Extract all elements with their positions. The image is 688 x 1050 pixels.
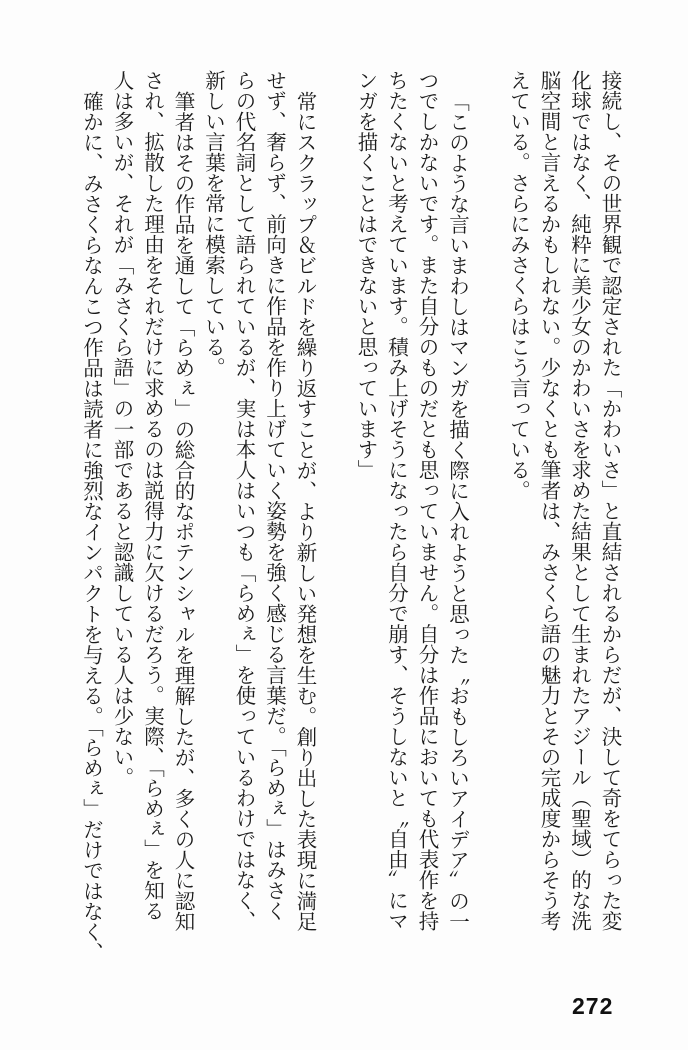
page-number: 272 — [572, 993, 614, 1019]
text-line: 化球ではなく、純粋に美少女のかわいさを求めた結果として生まれたアジール（聖域）的な洗 — [567, 70, 592, 931]
quote-line: ちたくないと考えています。積み上げそうになったら自分で崩す、そうしないと〝自由〟にマ — [384, 70, 409, 931]
blank-line — [473, 70, 504, 890]
quote-line: つでしかないです。また自分のものだとも思っていません。自分は作品においても代表作を持 — [415, 70, 439, 931]
quote-line: 「このような言いまわしはマンガを描く際に入れようと思った〝おもしろいアイデア〟の一 — [445, 90, 470, 931]
text-line: 確かに、みさくらなんこつ作品は読者に強烈なインパクトを与える。「らめぇ」だけではなく、 — [79, 90, 104, 962]
text-line: 新しい言葉を常に模索している。 — [201, 70, 226, 378]
text-line: 常にスクラップ＆ビルドを繰り返すことが、より新しい発想を生む。創り出した表現に満足 — [293, 90, 317, 931]
blank-line — [320, 70, 351, 890]
body-text — [76, 70, 625, 962]
text-line: 筆者はその作品を通して「らめぇ」の総合的なポテンシャルを理解したが、多くの人に認知 — [171, 90, 195, 931]
quote-line: ンガを描くことはできないと思っています」 — [354, 70, 378, 480]
text-line: 人は多いが、それが「みさくら語」の一部であると認識している人は少ない。 — [110, 70, 134, 788]
text-line: らの代名詞として語られているが、実は本人はいつも「らめぇ」を使っているわけではなく、 — [232, 70, 256, 931]
text-line: 接続し、その世界観で認定された「かわいさ」と直結されるからだが、決して奇をてらった変 — [598, 70, 622, 931]
text-line: えている。さらにみさくらはこう言っている。 — [506, 70, 531, 501]
text-line: され、拡散した理由をそれだけに求めるのは説得力に欠けるだろう。実際、「らめぇ」を知る — [140, 70, 165, 921]
text-line: 脳空間と言えるかもしれない。少なくとも筆者は、みさくら語の魅力とその完成度からそう考 — [537, 70, 561, 931]
text-line: せず、奢らず、前向きに作品を作り上げていく姿勢を強く感じる言葉だ。「らめぇ」はみさく — [262, 70, 287, 921]
